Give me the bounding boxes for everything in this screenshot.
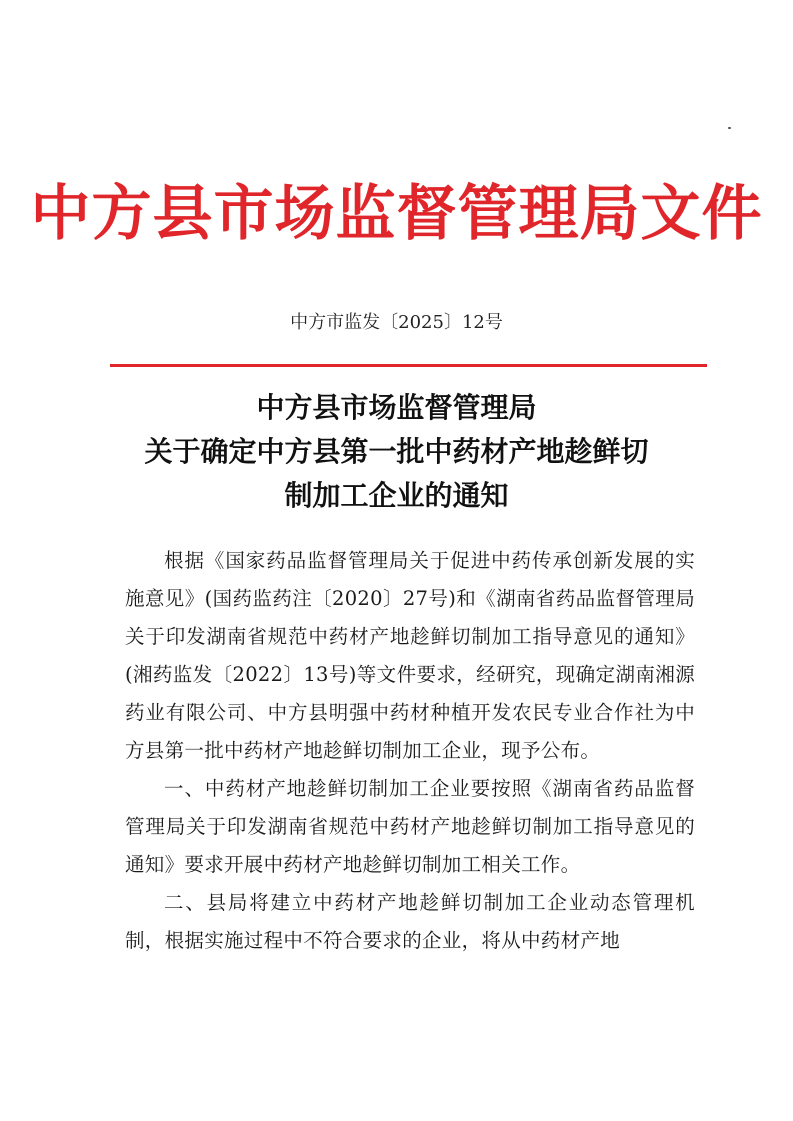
body-paragraph-3: 二、县局将建立中药材产地趁鲜切制加工企业动态管理机制，根据实施过程中不符合要求的企业，将从中药材产地 (125, 891, 695, 952)
scan-speck (728, 127, 731, 129)
notice-body (125, 542, 695, 960)
document-number: 中方市监发〔2025〕12号 (290, 312, 503, 333)
red-divider-line (110, 364, 707, 367)
body-paragraph-1: 根据《国家药品监督管理局关于促进中药传承创新发展的实施意见》(国药监药注〔2020〕27号)和《湖南省药品监督管理局关于印发湖南省规范中药材产地趁鲜切制加工指导意见的通知》(湘药监发〔2022〕13号)等文件要求，经研究，现确定湖南湘源药业有限公司、中方县明强中药材种植开发农民专业合作社为中方县第一批中药材产地趁鲜切制加工企业，现予公布。 (125, 549, 695, 762)
title-line-3: 制加工企业的通知 (284, 479, 509, 512)
notice-title (0, 386, 793, 518)
body-paragraph-2: 一、中药材产地趁鲜切制加工企业要按照《湖南省药品监督管理局关于印发湖南省规范中药材产地趁鲜切制加工指导意见的通知》要求开展中药材产地趁鲜切制加工相关工作。 (125, 777, 695, 876)
title-line-2: 关于确定中方县第一批中药材产地趁鲜切 (144, 435, 649, 468)
title-line-1: 中方县市场监督管理局 (256, 391, 537, 424)
masthead-title: 中方县市场监督管理局文件 (30, 179, 763, 249)
